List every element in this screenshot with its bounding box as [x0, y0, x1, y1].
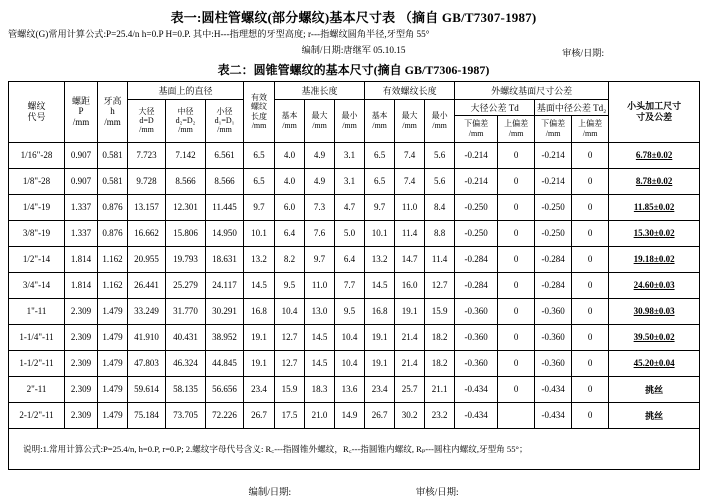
- cell-major: 9.728: [128, 168, 166, 194]
- cell-tol4: 0: [572, 324, 609, 350]
- th-minor-diameter: 小径 d₁=D₁ /mm: [206, 99, 244, 142]
- cell-tol3: -0.360: [535, 324, 572, 350]
- th-group-standard-length: 基准长度: [275, 81, 365, 99]
- cell-mid: 31.770: [166, 298, 206, 324]
- cell-eff-basic: 6.5: [365, 142, 395, 168]
- cell-eff-basic: 13.2: [365, 246, 395, 272]
- cell-small-end: 6.78±0.02: [609, 142, 700, 168]
- table-row: [9, 298, 700, 324]
- cell-eff-min: 23.2: [425, 402, 455, 428]
- cell-std-max: 7.3: [305, 194, 335, 220]
- th-mid-tol: 基面中径公差 Td₂: [535, 99, 609, 115]
- cell-eff: 23.4: [244, 376, 275, 402]
- cell-small-end: 11.85±0.02: [609, 194, 700, 220]
- cell-tol3: -0.360: [535, 298, 572, 324]
- th-group-diameter: 基面上的直径: [128, 81, 244, 99]
- cell-eff: 16.8: [244, 298, 275, 324]
- cell-tooth: 1.162: [98, 246, 128, 272]
- cell-eff-max: 14.7: [395, 246, 425, 272]
- cell-eff-basic: 19.1: [365, 350, 395, 376]
- cell-code: 3/8"-19: [9, 220, 65, 246]
- th-lower-dev-2: 下偏差 /mm: [535, 115, 572, 142]
- cell-std-basic: 15.9: [275, 376, 305, 402]
- cell-major: 33.249: [128, 298, 166, 324]
- th-group-effective-length: 有效螺纹长度: [365, 81, 455, 99]
- th-upper-dev-2: 上偏差 /mm: [572, 115, 609, 142]
- th-group-tolerance: 外螺纹基面尺寸公差: [455, 81, 609, 99]
- cell-std-basic: 4.0: [275, 142, 305, 168]
- cell-std-basic: 6.0: [275, 194, 305, 220]
- cell-tol3: -0.434: [535, 376, 572, 402]
- cell-tooth: 1.162: [98, 272, 128, 298]
- cell-tol2: 0: [498, 220, 535, 246]
- cell-std-min: 13.6: [335, 376, 365, 402]
- footer-edit: 编制/日期:: [248, 487, 292, 498]
- cell-std-min: 14.9: [335, 402, 365, 428]
- cell-major: 16.662: [128, 220, 166, 246]
- cell-tol3: -0.284: [535, 272, 572, 298]
- cell-tol4: 0: [572, 350, 609, 376]
- cell-tol1: -0.360: [455, 324, 498, 350]
- cell-pitch: 0.907: [65, 142, 98, 168]
- cell-tol4: 0: [572, 272, 609, 298]
- cell-tol4: 0: [572, 168, 609, 194]
- cell-std-min: 5.0: [335, 220, 365, 246]
- table2-title: 表二：圆锥管螺纹的基本尺寸(摘自 GB/T7306-1987): [217, 62, 490, 77]
- cell-tol4: 0: [572, 220, 609, 246]
- table-row: [9, 402, 700, 428]
- cell-eff-max: 16.0: [395, 272, 425, 298]
- cell-std-max: 18.3: [305, 376, 335, 402]
- table-row: [9, 168, 700, 194]
- cell-tooth: 1.479: [98, 298, 128, 324]
- cell-std-basic: 12.7: [275, 350, 305, 376]
- table-row: [9, 376, 700, 402]
- cell-eff-max: 25.7: [395, 376, 425, 402]
- cell-pitch: 1.337: [65, 194, 98, 220]
- cell-std-basic: 8.2: [275, 246, 305, 272]
- cell-code: 1/2"-14: [9, 246, 65, 272]
- cell-eff: 6.5: [244, 142, 275, 168]
- cell-mid: 46.324: [166, 350, 206, 376]
- cell-tooth: 0.876: [98, 194, 128, 220]
- cell-small-end: 24.60±0.03: [609, 272, 700, 298]
- note-row: [9, 428, 700, 469]
- cell-std-min: 6.4: [335, 246, 365, 272]
- cell-major: 13.157: [128, 194, 166, 220]
- th-pitch: 螺距 P /mm: [65, 81, 98, 142]
- cell-tooth: 0.876: [98, 220, 128, 246]
- footer-review: 审核/日期:: [415, 487, 459, 498]
- cell-eff: 26.7: [244, 402, 275, 428]
- cell-small-end: 39.50±0.02: [609, 324, 700, 350]
- cell-tol3: -0.434: [535, 402, 572, 428]
- cell-std-min: 4.7: [335, 194, 365, 220]
- cell-minor: 30.291: [206, 298, 244, 324]
- cell-mid: 40.431: [166, 324, 206, 350]
- cell-pitch: 2.309: [65, 402, 98, 428]
- cell-std-max: 4.9: [305, 142, 335, 168]
- cell-major: 75.184: [128, 402, 166, 428]
- cell-mid: 58.135: [166, 376, 206, 402]
- cell-small-end: 8.78±0.02: [609, 168, 700, 194]
- cell-eff-max: 19.1: [395, 298, 425, 324]
- cell-pitch: 2.309: [65, 350, 98, 376]
- cell-minor: 11.445: [206, 194, 244, 220]
- cell-tol3: -0.214: [535, 168, 572, 194]
- th-small-end: 小头加工尺寸 寸及公差: [609, 81, 700, 142]
- cell-eff: 6.5: [244, 168, 275, 194]
- cell-small-end: 挑丝: [609, 376, 700, 402]
- cell-eff-basic: 26.7: [365, 402, 395, 428]
- th-code: 螺纹 代号: [9, 81, 65, 142]
- cell-major: 20.955: [128, 246, 166, 272]
- cell-minor: 56.656: [206, 376, 244, 402]
- cell-minor: 6.561: [206, 142, 244, 168]
- cell-code: 1/8"-28: [9, 168, 65, 194]
- cell-tooth: 1.479: [98, 324, 128, 350]
- cell-std-basic: 10.4: [275, 298, 305, 324]
- cell-eff-max: 7.4: [395, 142, 425, 168]
- cell-std-min: 3.1: [335, 142, 365, 168]
- cell-std-max: 9.7: [305, 246, 335, 272]
- cell-eff-min: 18.2: [425, 350, 455, 376]
- cell-pitch: 1.814: [65, 246, 98, 272]
- table-row: [9, 272, 700, 298]
- edit-date-line: 编制/日期:唐继军 05.10.15: [301, 44, 406, 55]
- table1-title: 表一:圆柱管螺纹(部分螺纹)基本尺寸表 （摘自 GB/T7307-1987): [170, 10, 537, 25]
- cell-code: 2"-11: [9, 376, 65, 402]
- cell-small-end: 45.20±0.04: [609, 350, 700, 376]
- th-mid-diameter: 中径 d₂=D₂ /mm: [166, 99, 206, 142]
- cell-code: 1-1/2"-11: [9, 350, 65, 376]
- cell-tol2: 0: [498, 142, 535, 168]
- cell-mid: 73.705: [166, 402, 206, 428]
- cell-std-basic: 4.0: [275, 168, 305, 194]
- cell-eff: 9.7: [244, 194, 275, 220]
- cell-tooth: 1.479: [98, 350, 128, 376]
- cell-tol3: -0.250: [535, 220, 572, 246]
- cell-tol1: -0.250: [455, 220, 498, 246]
- table-note: 说明:1.常用计算公式:P=25.4/n, h=0.P, r=0.P; 2.螺纹字母代号含义: R꜀---指圆锥外螺纹，R꜀---指圆锥内螺纹, Rₚ---圆柱内螺纹,牙型角 55°；: [23, 444, 528, 455]
- cell-mid: 15.806: [166, 220, 206, 246]
- cell-minor: 18.631: [206, 246, 244, 272]
- cell-minor: 8.566: [206, 168, 244, 194]
- cell-pitch: 2.309: [65, 298, 98, 324]
- cell-major: 26.441: [128, 272, 166, 298]
- specs-table-body: [9, 142, 700, 469]
- cell-eff-min: 18.2: [425, 324, 455, 350]
- cell-tol1: -0.214: [455, 142, 498, 168]
- th-eff-max: 最大 /mm: [395, 99, 425, 142]
- formula-line: 管螺纹(G)常用计算公式:P=25.4/n h=0.P H=0.P. 其中:H---指理想的牙型高度; r---指螺纹圆角半径,牙型角 55°: [8, 29, 430, 39]
- cell-code: 1/16"-28: [9, 142, 65, 168]
- cell-eff: 10.1: [244, 220, 275, 246]
- cell-tol1: -0.360: [455, 350, 498, 376]
- cell-pitch: 2.309: [65, 324, 98, 350]
- cell-code: 1/4"-19: [9, 194, 65, 220]
- cell-eff-basic: 16.8: [365, 298, 395, 324]
- cell-mid: 19.793: [166, 246, 206, 272]
- cell-mid: 7.142: [166, 142, 206, 168]
- th-major-diameter: 大径 d=D /mm: [128, 99, 166, 142]
- cell-tol4: 0: [572, 194, 609, 220]
- cell-eff: 19.1: [244, 324, 275, 350]
- cell-tol1: -0.284: [455, 246, 498, 272]
- cell-tol4: 0: [572, 298, 609, 324]
- cell-eff-min: 11.4: [425, 246, 455, 272]
- cell-tol2: 0: [498, 272, 535, 298]
- cell-eff-min: 21.1: [425, 376, 455, 402]
- cell-tol4: 0: [572, 246, 609, 272]
- cell-eff-min: 8.4: [425, 194, 455, 220]
- cell-eff: 14.5: [244, 272, 275, 298]
- th-std-max: 最大 /mm: [305, 99, 335, 142]
- cell-std-min: 3.1: [335, 168, 365, 194]
- th-std-basic: 基本 /mm: [275, 99, 305, 142]
- cell-tooth: 1.479: [98, 402, 128, 428]
- table-row: [9, 246, 700, 272]
- cell-std-max: 4.9: [305, 168, 335, 194]
- cell-tol1: -0.434: [455, 402, 498, 428]
- cell-tol2: 0: [498, 350, 535, 376]
- cell-tol3: -0.214: [535, 142, 572, 168]
- cell-eff-min: 15.9: [425, 298, 455, 324]
- cell-std-min: 9.5: [335, 298, 365, 324]
- cell-code: 3/4"-14: [9, 272, 65, 298]
- cell-eff-basic: 9.7: [365, 194, 395, 220]
- cell-eff-max: 21.4: [395, 324, 425, 350]
- cell-tooth: 1.479: [98, 376, 128, 402]
- cell-eff-basic: 23.4: [365, 376, 395, 402]
- th-lower-dev-1: 下偏差 /mm: [455, 115, 498, 142]
- specs-table: [8, 81, 700, 470]
- cell-tol2: 0: [498, 246, 535, 272]
- th-eff-basic: 基本 /mm: [365, 99, 395, 142]
- th-upper-dev-1: 上偏差 /mm: [498, 115, 535, 142]
- cell-eff-basic: 19.1: [365, 324, 395, 350]
- cell-tol1: -0.434: [455, 376, 498, 402]
- cell-eff-max: 11.0: [395, 194, 425, 220]
- cell-tol2: 0: [498, 168, 535, 194]
- cell-eff-max: 30.2: [395, 402, 425, 428]
- cell-eff-basic: 6.5: [365, 168, 395, 194]
- table-row: [9, 220, 700, 246]
- cell-eff-max: 11.4: [395, 220, 425, 246]
- th-tooth-height: 牙高 h /mm: [98, 81, 128, 142]
- cell-eff: 19.1: [244, 350, 275, 376]
- cell-code: 1-1/4"-11: [9, 324, 65, 350]
- cell-tooth: 0.581: [98, 142, 128, 168]
- cell-small-end: 19.18±0.02: [609, 246, 700, 272]
- footer-row: [8, 484, 699, 498]
- cell-std-max: 14.5: [305, 324, 335, 350]
- cell-std-basic: 12.7: [275, 324, 305, 350]
- cell-pitch: 1.337: [65, 220, 98, 246]
- cell-minor: 72.226: [206, 402, 244, 428]
- cell-eff: 13.2: [244, 246, 275, 272]
- table-row: [9, 324, 700, 350]
- cell-std-max: 13.0: [305, 298, 335, 324]
- cell-eff-basic: 14.5: [365, 272, 395, 298]
- cell-tol1: -0.214: [455, 168, 498, 194]
- cell-std-basic: 6.4: [275, 220, 305, 246]
- th-std-min: 最小 /mm: [335, 99, 365, 142]
- cell-minor: 38.952: [206, 324, 244, 350]
- cell-tol2: 0: [498, 298, 535, 324]
- cell-minor: 24.117: [206, 272, 244, 298]
- cell-std-basic: 17.5: [275, 402, 305, 428]
- table-row: [9, 142, 700, 168]
- cell-code: 2-1/2"-11: [9, 402, 65, 428]
- cell-eff-max: 21.4: [395, 350, 425, 376]
- cell-tol2: [498, 402, 535, 428]
- cell-tol4: 0: [572, 402, 609, 428]
- cell-tol1: -0.284: [455, 272, 498, 298]
- cell-eff-min: 5.6: [425, 168, 455, 194]
- th-major-tol: 大径公差 Td: [455, 99, 535, 115]
- cell-std-max: 21.0: [305, 402, 335, 428]
- cell-std-min: 10.4: [335, 350, 365, 376]
- cell-std-max: 11.0: [305, 272, 335, 298]
- cell-tol2: 0: [498, 376, 535, 402]
- cell-small-end: 15.30±0.02: [609, 220, 700, 246]
- th-effective-length: 有效 螺纹 长度 /mm: [244, 81, 275, 142]
- cell-std-max: 14.5: [305, 350, 335, 376]
- cell-small-end: 挑丝: [609, 402, 700, 428]
- cell-std-basic: 9.5: [275, 272, 305, 298]
- table-row: [9, 194, 700, 220]
- th-eff-min: 最小 /mm: [425, 99, 455, 142]
- cell-minor: 44.845: [206, 350, 244, 376]
- cell-tol3: -0.250: [535, 194, 572, 220]
- cell-eff-basic: 10.1: [365, 220, 395, 246]
- cell-pitch: 1.814: [65, 272, 98, 298]
- cell-major: 41.910: [128, 324, 166, 350]
- cell-tol4: 0: [572, 142, 609, 168]
- cell-tol4: 0: [572, 376, 609, 402]
- table-row: [9, 350, 700, 376]
- cell-mid: 8.566: [166, 168, 206, 194]
- cell-eff-min: 8.8: [425, 220, 455, 246]
- cell-major: 59.614: [128, 376, 166, 402]
- cell-tol1: -0.360: [455, 298, 498, 324]
- cell-tol3: -0.284: [535, 246, 572, 272]
- cell-std-min: 10.4: [335, 324, 365, 350]
- cell-eff-max: 7.4: [395, 168, 425, 194]
- cell-minor: 14.950: [206, 220, 244, 246]
- cell-tol3: -0.360: [535, 350, 572, 376]
- cell-pitch: 2.309: [65, 376, 98, 402]
- cell-major: 47.803: [128, 350, 166, 376]
- cell-eff-min: 5.6: [425, 142, 455, 168]
- cell-major: 7.723: [128, 142, 166, 168]
- cell-pitch: 0.907: [65, 168, 98, 194]
- cell-eff-min: 12.7: [425, 272, 455, 298]
- cell-tol2: 0: [498, 194, 535, 220]
- review-date-line: 审核/日期:: [562, 47, 604, 58]
- cell-std-min: 7.7: [335, 272, 365, 298]
- cell-std-max: 7.6: [305, 220, 335, 246]
- cell-tol1: -0.250: [455, 194, 498, 220]
- cell-tol2: 0: [498, 324, 535, 350]
- cell-code: 1"-11: [9, 298, 65, 324]
- cell-mid: 25.279: [166, 272, 206, 298]
- cell-small-end: 30.98±0.03: [609, 298, 700, 324]
- cell-tooth: 0.581: [98, 168, 128, 194]
- cell-mid: 12.301: [166, 194, 206, 220]
